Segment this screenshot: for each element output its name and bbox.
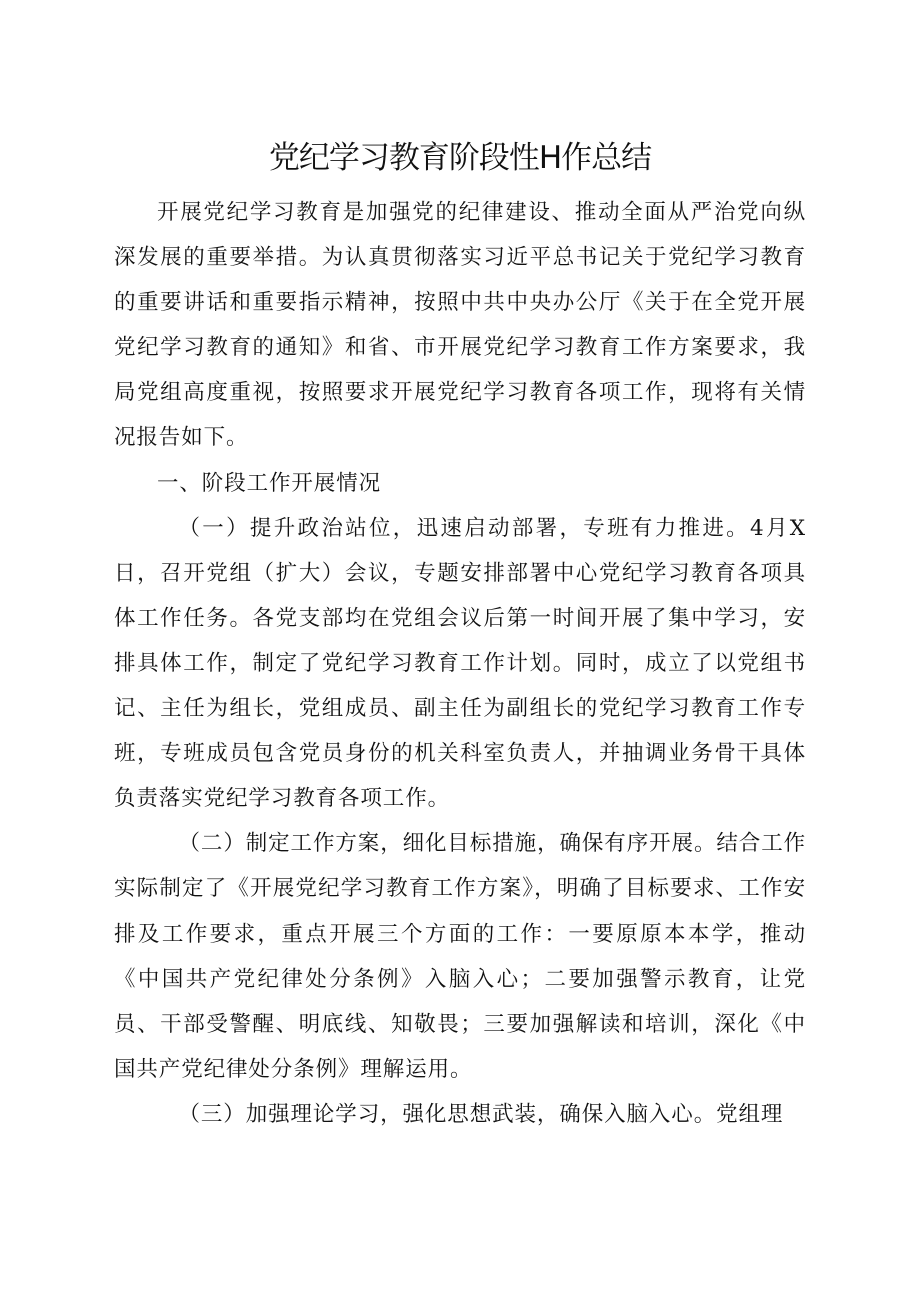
document-body <box>114 190 806 1137</box>
item-1-paragraph: （一）提升政治站位，迅速启动部署，专班有力推进。4月X日，召开党组（扩大）会议，专题安排部署中心党纪学习教育各项具体工作任务。各党支部均在党组会议后第一时间开展了集中学习，安排具体工作，制定了党纪学习教育工作计划。同时，成立了以党组书记、主任为组长，党组成员、副主任为副组长的党纪学习教育工作专班，专班成员包含党员身份的机关科室负责人，并抽调业务骨干具体负责落实党纪学习教育各项工作。 <box>114 515 806 812</box>
item-3-paragraph: （三）加强理论学习，强化思想武装，确保入脑入心。党组理 <box>178 1101 784 1127</box>
document-title: 党纪学习教育阶段性H作总结 <box>268 140 652 176</box>
section-heading: 一、阶段工作开展情况 <box>157 470 382 496</box>
item-2-paragraph: （二）制定工作方案，细化目标措施，确保有序开展。结合工作实际制定了《开展党纪学习教育工作方案》，明确了目标要求、工作安排及工作要求，重点开展三个方面的工作：一要原原本本学，推动《中国共产党纪律处分条例》入脑入心；二要加强警示教育，让党员、干部受警醒、明底线、知敬畏；三要加强解读和培训，深化《中国共产党纪律处分条例》理解运用。 <box>114 831 806 1082</box>
intro-paragraph: 开展党纪学习教育是加强党的纪律建设、推动全面从严治党向纵深发展的重要举措。为认真贯彻落实习近平总书记关于党纪学习教育的重要讲话和重要指示精神，按照中共中央办公厅《关于在全党开展党纪学习教育的通知》和省、市开展党纪学习教育工作方案要求，我局党组高度重视，按照要求开展党纪学习教育各项工作，现将有关情况报告如下。 <box>114 200 806 451</box>
